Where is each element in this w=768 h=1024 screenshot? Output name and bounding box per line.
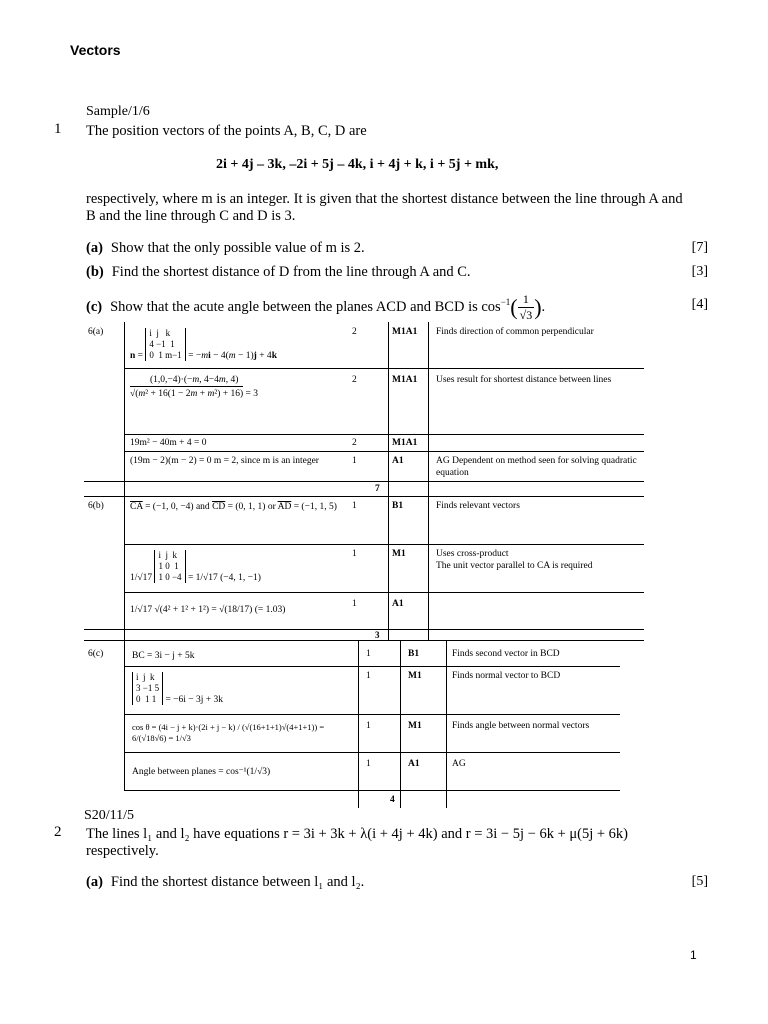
q1-part-b-mark: [3] <box>691 264 708 279</box>
q2-part-a <box>86 874 364 891</box>
q1-part-a <box>86 240 365 257</box>
scheme-b-row2-guidance: Uses cross-product The unit vector parallel to CA is required <box>436 549 593 571</box>
scheme-a-row3-code: M1A1 <box>392 438 418 448</box>
scheme-c-row2-work: i j k 3 −1 5 0 1 1 = −6i − 3j + 3k <box>132 672 223 706</box>
scheme-c-row3-m: 1 <box>366 721 371 731</box>
scheme-a-row3-work: 19m² − 40m + 4 = 0 <box>130 438 207 448</box>
scheme-c-row1-guidance: Finds second vector in BCD <box>452 649 560 659</box>
scheme-c-row1-m: 1 <box>366 649 371 659</box>
scheme-a-label: 6(a) <box>88 327 104 337</box>
scheme-b-row2-work: 1/√17 i j k 1 0 1 1 0 −4 = 1/√17 (−4, 1, −1) <box>130 550 261 583</box>
q1-part-c-sup: −1 <box>500 297 511 307</box>
q1-part-c-label: (c) <box>86 298 103 315</box>
scheme-b-row1-work: $\overline{CA} = (-1$, 0, −4) and $\overline{CD} = (0$, 1, 1) or $\overline{AD} = (-1$, 1, 5) <box>130 502 337 512</box>
q2-part-a-mark: [5] <box>691 874 708 889</box>
scheme-a-row2-m: 2 <box>352 375 357 385</box>
scheme-a-row3-m: 2 <box>352 438 357 448</box>
scheme-b-row2-m: 1 <box>352 549 357 559</box>
q1-intro: The position vectors of the points A, B, C, D are <box>86 123 367 139</box>
scheme-a-row1-m: 2 <box>352 327 357 337</box>
scheme-c-total: 4 <box>390 795 395 805</box>
q1-part-a-text: Show that the only possible value of m is 2. <box>110 240 365 256</box>
scheme-c-row1-work: BC = 3i − j + 5k <box>132 651 195 661</box>
scheme-c-row2-code: M1 <box>408 671 422 681</box>
scheme-c-row2-guidance: Finds normal vector to BCD <box>452 671 561 681</box>
scheme-c-label: 6(c) <box>88 649 104 659</box>
page-title: Vectors <box>70 42 121 58</box>
scheme-b-row1-m: 1 <box>352 501 357 511</box>
scheme-a-row4-m: 1 <box>352 456 357 466</box>
scheme-a-row1-code: M1A1 <box>392 327 418 337</box>
q1-line2: respectively, where m is an integer. It is given that the shortest distance between the line through A and <box>86 191 683 207</box>
scheme-c-row4-guidance: AG <box>452 759 466 769</box>
scheme-a-row1-work: n = i j k 4 −1 1 0 1 m−1 = −mi − 4(m − 1)j + 4k <box>130 328 277 361</box>
scheme-b-total: 3 <box>375 630 380 640</box>
scheme-b-row3-code: A1 <box>392 599 404 609</box>
q1-source: Sample/1/6 <box>86 104 150 119</box>
scheme-c-row3-work: cos θ = (4i − j + k)·(2i + j − k) / (√(16+1+1)√(4+1+1)) = 6/(√18√6) = 1/√3 <box>132 722 325 743</box>
q2-part-a-label: (a) <box>86 874 103 890</box>
scheme-b-row1-code: B1 <box>392 501 404 511</box>
q2-number: 2 <box>54 824 62 840</box>
q1-vectors: 2i + 4j – 3k, –2i + 5j – 4k, i + 4j + k, i + 5j + mk, <box>216 157 499 172</box>
page-number: 1 <box>690 948 697 962</box>
scheme-a-row2-code: M1A1 <box>392 375 418 385</box>
scheme-a-row4-work: (19m − 2)(m − 2) = 0 m = 2, since m is an integer <box>130 456 319 466</box>
scheme-c-row4-m: 1 <box>366 759 371 769</box>
scheme-a-row4-guidance: AG Dependent on method seen for solving quadratic equation <box>436 456 637 478</box>
scheme-b-row3-m: 1 <box>352 599 357 609</box>
q1-part-b-text: Find the shortest distance of D from the line through A and C. <box>111 264 471 280</box>
scheme-c-row2-m: 1 <box>366 671 371 681</box>
q1-part-c-text: Show that the acute angle between the planes ACD and BCD is cos <box>110 298 501 315</box>
scheme-b-row3-work: 1/√17 √(4² + 1² + 1²) = √(18/17) (= 1.03) <box>130 605 286 615</box>
q1-part-b-label: (b) <box>86 264 104 280</box>
q2-line2: respectively. <box>86 843 159 859</box>
scheme-b-row1-guidance: Finds relevant vectors <box>436 501 520 511</box>
q1-part-a-mark: [7] <box>691 240 708 255</box>
scheme-c-row4-code: A1 <box>408 759 420 769</box>
scheme-c-row3-guidance: Finds angle between normal vectors <box>452 721 590 731</box>
scheme-a-row1-guidance: Finds direction of common perpendicular <box>436 327 594 337</box>
q1-line3: B and the line through C and D is 3. <box>86 208 296 224</box>
scheme-a-row4-code: A1 <box>392 456 404 466</box>
scheme-a-row2-work: (1,0,−4)·(−m, 4−4m, 4) √(m² + 16(1 − 2m + m²) + 16) = 3 <box>130 375 259 399</box>
q2-source: S20/11/5 <box>84 808 135 823</box>
q2-line1: The lines l₁ and l₂ have equations r = 3i + 3k + λ(i + 4j + 4k) and r = 3i − 5j − 6k + μ(5j + 6k) <box>86 826 629 842</box>
scheme-a-total: 7 <box>375 484 380 494</box>
q1-part-a-label: (a) <box>86 240 103 256</box>
q1-part-c-mark: [4] <box>691 297 708 312</box>
q1-number: 1 <box>54 121 62 137</box>
scheme-c-row1-code: B1 <box>408 649 420 659</box>
q1-part-c: (c) Show that the acute angle between the planes ACD and BCD is $\cos^{-1}$( $\frac{1}{√3}$ ). <box>86 292 546 322</box>
scheme-b-label: 6(b) <box>88 501 104 511</box>
q1-part-b <box>86 264 471 281</box>
q1-part-c-fraction: $\frac{1}{√3}$ <box>519 292 533 322</box>
scheme-c-row3-code: M1 <box>408 721 422 731</box>
scheme-c-row4-work: Angle between planes = cos⁻¹(1/√3) <box>132 767 271 777</box>
q2-part-a-text: Find the shortest distance between l₁ and l₂. <box>110 874 365 890</box>
scheme-a-row2-guidance: Uses result for shortest distance between lines <box>436 375 612 385</box>
scheme-b-row2-code: M1 <box>392 549 406 559</box>
